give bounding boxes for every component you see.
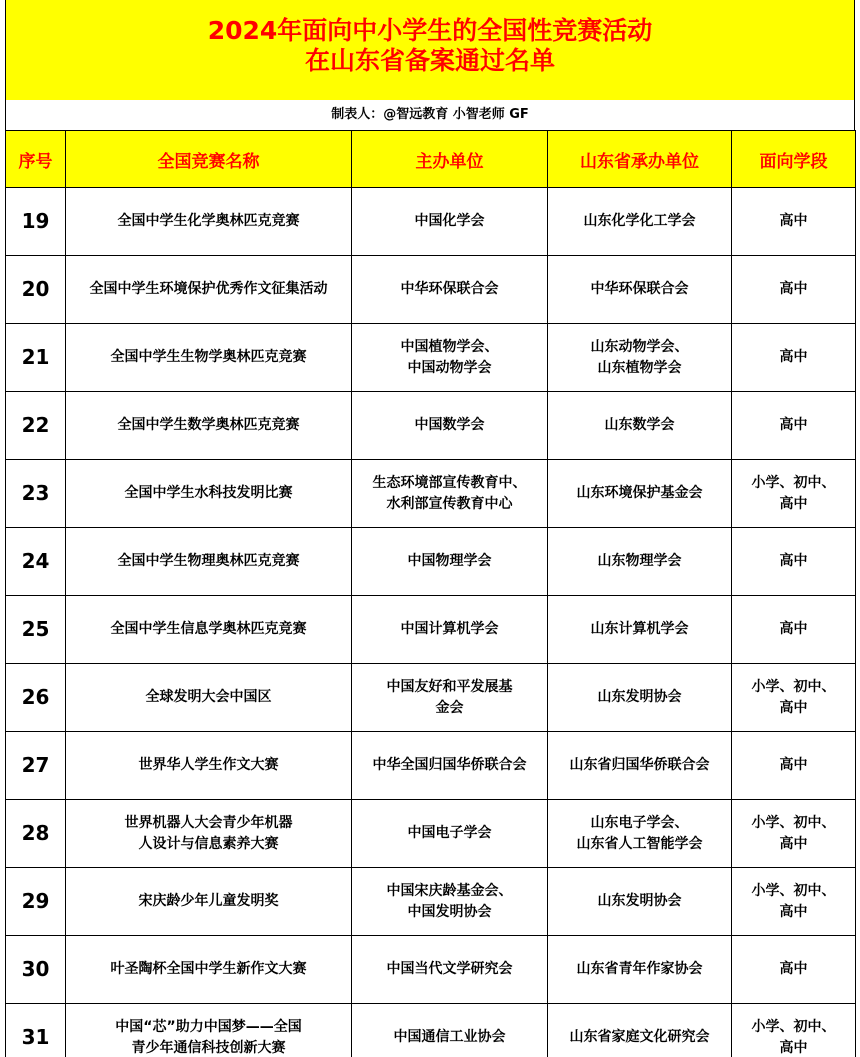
host-unit-cell: [352, 188, 548, 256]
sd-organizer-cell: [548, 188, 732, 256]
table-row: [6, 256, 856, 324]
cell-text-line: 高中: [779, 699, 808, 716]
cell-text-line: 山东电子学会、: [590, 814, 689, 831]
competition-name-cell: [66, 732, 352, 800]
competition-name-cell: [66, 800, 352, 868]
table-row: [6, 664, 856, 732]
cell-text-line: 中国“芯”助力中国梦——全国: [115, 1018, 302, 1035]
cell-text-line: 高中: [779, 961, 808, 977]
row-number-cell: 20: [6, 256, 66, 324]
cell-text-line: 全国中学生生物学奥林匹克竞赛: [110, 349, 307, 365]
sd-organizer-cell: [548, 664, 732, 732]
cell-text-line: 中国发明协会: [407, 903, 492, 920]
row-number-cell: 21: [6, 324, 66, 392]
cell-text-line: 中国友好和平发展基: [386, 678, 513, 695]
cell-text-line: 小学、初中、: [751, 678, 836, 695]
cell-text-line: 世界华人学生作文大赛: [138, 757, 279, 773]
cell-text-line: 全国中学生水科技发明比赛: [124, 485, 293, 501]
cell-text-line: 小学、初中、: [751, 882, 836, 899]
host-unit-cell: [352, 868, 548, 936]
level-cell: [732, 256, 856, 324]
table-row: [6, 936, 856, 1004]
cell-text-line: 全国中学生化学奥林匹克竞赛: [117, 213, 300, 229]
cell-text-line: 生态环境部宣传教育中、: [372, 474, 527, 491]
host-unit-cell: [352, 596, 548, 664]
cell-text-line: 山东省人工智能学会: [576, 835, 703, 852]
cell-text-line: 宋庆龄少年儿童发明奖: [138, 893, 279, 909]
cell-text-line: 中国通信工业协会: [393, 1029, 506, 1045]
cell-text-line: 全国中学生信息学奥林匹克竞赛: [110, 621, 307, 637]
cell-text-line: 高中: [779, 495, 808, 512]
row-number-cell: 30: [6, 936, 66, 1004]
cell-text-line: 高中: [779, 835, 808, 852]
table-row: [6, 800, 856, 868]
cell-text-line: 青少年通信科技创新大赛: [131, 1039, 286, 1056]
maker-credit: 制表人：@智远教育 小智老师 GF: [5, 100, 855, 130]
cell-text-line: 高中: [779, 349, 808, 365]
row-number-cell: 31: [6, 1004, 66, 1057]
table-row: [6, 1004, 856, 1057]
table-row: [6, 188, 856, 256]
row-number-cell: 23: [6, 460, 66, 528]
row-number-cell: 27: [6, 732, 66, 800]
cell-text-line: 高中: [779, 1039, 808, 1056]
cell-text-line: 山东环境保护基金会: [576, 485, 703, 501]
cell-text-line: 山东发明协会: [597, 689, 682, 705]
cell-text-line: 山东物理学会: [597, 553, 682, 569]
row-number-cell: 22: [6, 392, 66, 460]
competition-name-cell: [66, 868, 352, 936]
level-cell: [732, 528, 856, 596]
host-unit-cell: [352, 800, 548, 868]
level-cell: [732, 1004, 856, 1057]
competition-name-cell: [66, 188, 352, 256]
cell-text-line: 高中: [779, 553, 808, 569]
column-header-sd-organizer: 山东省承办单位: [548, 131, 732, 188]
level-cell: [732, 800, 856, 868]
competition-name-cell: [66, 324, 352, 392]
cell-text-line: 高中: [779, 621, 808, 637]
column-header-host: 主办单位: [352, 131, 548, 188]
competition-name-cell: [66, 392, 352, 460]
sd-organizer-cell: [548, 324, 732, 392]
row-number-cell: 19: [6, 188, 66, 256]
competition-name-cell: [66, 460, 352, 528]
cell-text-line: 中国电子学会: [407, 825, 492, 841]
table-row: [6, 460, 856, 528]
cell-text-line: 全国中学生环境保护优秀作文征集活动: [89, 281, 328, 297]
competition-name-cell: [66, 936, 352, 1004]
host-unit-cell: [352, 460, 548, 528]
sd-organizer-cell: [548, 528, 732, 596]
level-cell: [732, 664, 856, 732]
sd-organizer-cell: [548, 392, 732, 460]
row-number-cell: 25: [6, 596, 66, 664]
cell-text-line: 高中: [779, 213, 808, 229]
cell-text-line: 山东省家庭文化研究会: [569, 1029, 710, 1045]
cell-text-line: 高中: [779, 757, 808, 773]
competition-name-cell: [66, 664, 352, 732]
cell-text-line: 全球发明大会中国区: [145, 689, 272, 705]
cell-text-line: 山东数学会: [604, 417, 675, 433]
sd-organizer-cell: [548, 936, 732, 1004]
level-cell: [732, 732, 856, 800]
cell-text-line: 山东计算机学会: [590, 621, 689, 637]
table-row: [6, 596, 856, 664]
table-row: [6, 528, 856, 596]
table-row: [6, 868, 856, 936]
sd-organizer-cell: [548, 1004, 732, 1057]
cell-text-line: 世界机器人大会青少年机器: [124, 814, 293, 831]
host-unit-cell: [352, 256, 548, 324]
cell-text-line: 山东省青年作家协会: [576, 961, 703, 977]
column-header-name: 全国竞赛名称: [66, 131, 352, 188]
level-cell: [732, 936, 856, 1004]
sd-organizer-cell: [548, 868, 732, 936]
cell-text-line: 小学、初中、: [751, 814, 836, 831]
level-cell: [732, 324, 856, 392]
cell-text-line: 中国植物学会、: [400, 338, 499, 355]
sd-organizer-cell: [548, 596, 732, 664]
table-header-row: [6, 131, 856, 188]
competition-name-cell: [66, 596, 352, 664]
cell-text-line: 中国动物学会: [407, 359, 492, 376]
competition-name-cell: [66, 256, 352, 324]
row-number-cell: 24: [6, 528, 66, 596]
level-cell: [732, 392, 856, 460]
level-cell: [732, 868, 856, 936]
row-number-cell: 26: [6, 664, 66, 732]
sd-organizer-cell: [548, 732, 732, 800]
cell-text-line: 高中: [779, 281, 808, 297]
sd-organizer-cell: [548, 460, 732, 528]
page-title-line-2: 在山东省备案通过名单: [304, 46, 555, 75]
sd-organizer-cell: [548, 800, 732, 868]
competition-table: [5, 130, 856, 1057]
cell-text-line: 人设计与信息素养大赛: [138, 835, 279, 852]
cell-text-line: 高中: [779, 903, 808, 920]
page-title-line-1: 2024年面向中小学生的全国性竞赛活动: [207, 16, 653, 45]
level-cell: [732, 188, 856, 256]
cell-text-line: 中国化学会: [414, 213, 485, 229]
level-cell: [732, 596, 856, 664]
cell-text-line: 山东发明协会: [597, 893, 682, 909]
host-unit-cell: [352, 732, 548, 800]
host-unit-cell: [352, 1004, 548, 1057]
cell-text-line: 中华环保联合会: [400, 281, 499, 297]
host-unit-cell: [352, 528, 548, 596]
host-unit-cell: [352, 392, 548, 460]
sd-organizer-cell: [548, 256, 732, 324]
host-unit-cell: [352, 936, 548, 1004]
column-header-no: 序号: [6, 131, 66, 188]
cell-text-line: 山东化学化工学会: [583, 213, 696, 229]
row-number-cell: 28: [6, 800, 66, 868]
cell-text-line: 水利部宣传教育中心: [386, 495, 513, 512]
cell-text-line: 山东动物学会、: [590, 338, 689, 355]
cell-text-line: 中国宋庆龄基金会、: [386, 882, 513, 899]
competition-name-cell: [66, 528, 352, 596]
level-cell: [732, 460, 856, 528]
host-unit-cell: [352, 664, 548, 732]
row-number-cell: 29: [6, 868, 66, 936]
cell-text-line: 中国当代文学研究会: [386, 961, 513, 977]
table-row: [6, 732, 856, 800]
cell-text-line: 山东植物学会: [597, 359, 682, 376]
cell-text-line: 全国中学生数学奥林匹克竞赛: [117, 417, 300, 433]
cell-text-line: 中华环保联合会: [590, 281, 689, 297]
cell-text-line: 中国计算机学会: [400, 621, 499, 637]
cell-text-line: 山东省归国华侨联合会: [569, 757, 710, 773]
table-body: [6, 188, 856, 1057]
cell-text-line: 高中: [779, 417, 808, 433]
competition-name-cell: [66, 1004, 352, 1057]
cell-text-line: 叶圣陶杯全国中学生新作文大赛: [110, 961, 307, 977]
cell-text-line: 中国数学会: [414, 417, 485, 433]
table-row: [6, 392, 856, 460]
table-row: [6, 324, 856, 392]
cell-text-line: 小学、初中、: [751, 474, 836, 491]
host-unit-cell: [352, 324, 548, 392]
column-header-level: 面向学段: [732, 131, 856, 188]
cell-text-line: 中国物理学会: [407, 553, 492, 569]
cell-text-line: 中华全国归国华侨联合会: [372, 757, 527, 773]
cell-text-line: 小学、初中、: [751, 1018, 836, 1035]
cell-text-line: 金会: [435, 699, 464, 716]
title-banner: [5, 0, 855, 100]
cell-text-line: 全国中学生物理奥林匹克竞赛: [117, 553, 300, 569]
